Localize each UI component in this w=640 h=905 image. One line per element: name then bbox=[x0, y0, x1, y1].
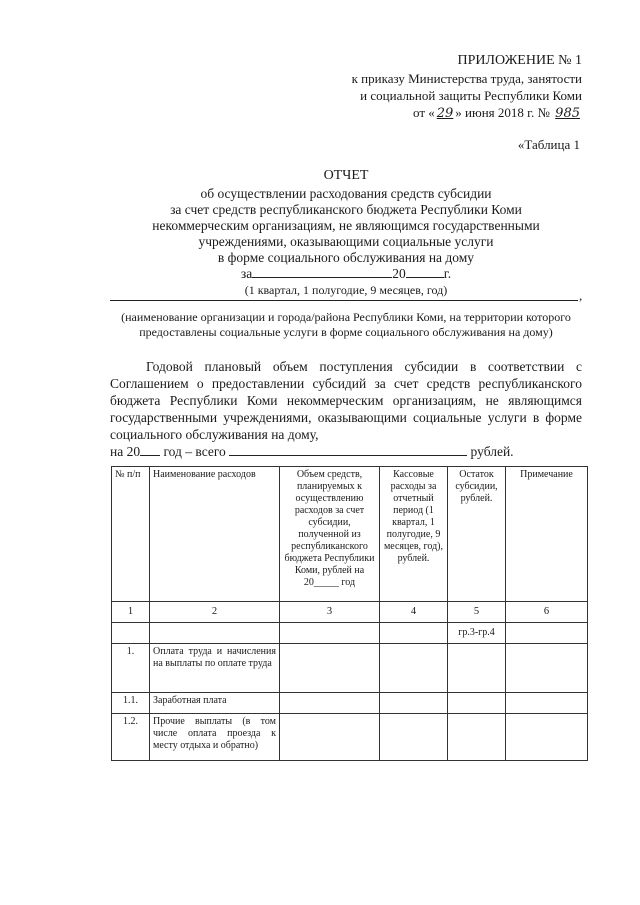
plan-total-blank[interactable] bbox=[229, 444, 467, 456]
period-note: (1 квартал, 1 полугодие, 9 месяцев, год) bbox=[244, 283, 448, 297]
report-line-1: об осуществлении расходования средств субсидии bbox=[200, 186, 492, 201]
org-comma: , bbox=[579, 288, 583, 303]
table-cell[interactable] bbox=[506, 623, 588, 644]
table-cell[interactable] bbox=[506, 714, 588, 761]
period-blank[interactable] bbox=[252, 266, 392, 278]
handwritten-number: 985 bbox=[555, 106, 580, 121]
table-label: «Таблица 1 bbox=[517, 137, 580, 152]
row-number: 1.2. bbox=[112, 714, 150, 761]
plan-year-prefix: на 20 bbox=[110, 444, 141, 459]
report-line-2: за счет средств республиканского бюджета Республики Коми bbox=[170, 202, 522, 217]
report-period-line bbox=[241, 266, 451, 282]
table-cell[interactable] bbox=[280, 623, 380, 644]
report-line-4: учреждениями, оказывающими социальные услуги bbox=[198, 234, 494, 249]
col-num-2: 2 bbox=[150, 602, 280, 623]
report-title-block bbox=[110, 168, 582, 298]
header-expense-name: Наименование расходов bbox=[150, 467, 280, 602]
header-planned-amount: Объем средств, планируемых к осуществлению расходов за счет субсидии, полученной из республиканского бюджета Республики Коми, рублей на 20_____ год bbox=[280, 467, 380, 602]
table-cell[interactable] bbox=[506, 644, 588, 693]
annex-header bbox=[352, 52, 582, 122]
header-balance: Остаток субсидии, рублей. bbox=[448, 467, 506, 602]
period-year-blank[interactable] bbox=[406, 266, 444, 278]
header-number: № п/п bbox=[112, 467, 150, 602]
date-mid: » июня 2018 г. № bbox=[455, 105, 550, 120]
row-name: Оплата труда и начисления на выплаты по оплате труда bbox=[150, 644, 280, 693]
col-num-1: 1 bbox=[112, 602, 150, 623]
table-cell[interactable] bbox=[280, 693, 380, 714]
table-cell[interactable] bbox=[112, 623, 150, 644]
col-num-3: 3 bbox=[280, 602, 380, 623]
report-title: ОТЧЕТ bbox=[323, 168, 369, 183]
date-prefix: от « bbox=[412, 105, 435, 120]
table-cell[interactable] bbox=[506, 693, 588, 714]
col-num-4: 4 bbox=[380, 602, 448, 623]
plan-year-blank[interactable] bbox=[140, 444, 160, 456]
table-row bbox=[112, 644, 588, 693]
table-cell[interactable] bbox=[448, 714, 506, 761]
row-name: Заработная плата bbox=[150, 693, 280, 714]
organization-name-field[interactable] bbox=[110, 288, 578, 301]
col-num-5: 5 bbox=[448, 602, 506, 623]
plan-currency: рублей. bbox=[470, 444, 514, 459]
table-cell[interactable] bbox=[448, 693, 506, 714]
col-num-6: 6 bbox=[506, 602, 588, 623]
header-note: Примечание bbox=[506, 467, 588, 602]
plan-year-mid: год – всего bbox=[163, 444, 226, 459]
annex-line-2: и социальной защиты Республики Коми bbox=[360, 88, 582, 103]
row-number: 1.1. bbox=[112, 693, 150, 714]
table-cell[interactable] bbox=[448, 644, 506, 693]
plan-year-line bbox=[110, 443, 582, 460]
period-suffix: г. bbox=[443, 266, 452, 281]
annex-date-line bbox=[352, 104, 582, 122]
formula-row bbox=[112, 623, 588, 644]
row-name: Прочие выплаты (в том числе оплата проезда к месту отдыха и обратно) bbox=[150, 714, 280, 761]
plan-paragraph-text: Годовой плановый объем поступления субсидии в соответствии с Соглашением о предоставлении субсидий за счет средств республиканского бюджета Республики Коми некоммерческим организациям, не являющимся государственными учреждениями, оказывающими социальные услуги в форме социального обслуживания на дому, bbox=[110, 359, 582, 442]
header-cash-expenses: Кассовые расходы за отчетный период (1 квартал, 1 полугодие, 9 месяцев, год), рублей. bbox=[380, 467, 448, 602]
organization-caption: (наименование организации и города/района Республики Коми, на территории которого предоставлены социальные услуги в форме социального обслуживания на дому) bbox=[121, 310, 571, 339]
handwritten-day: 29 bbox=[436, 106, 454, 121]
row-number: 1. bbox=[112, 644, 150, 693]
table-header-row bbox=[112, 467, 588, 602]
table-cell[interactable] bbox=[280, 644, 380, 693]
table-cell[interactable] bbox=[280, 714, 380, 761]
formula-cell: гр.3-гр.4 bbox=[448, 623, 506, 644]
expense-table bbox=[111, 466, 588, 761]
column-number-row bbox=[112, 602, 588, 623]
table-row bbox=[112, 693, 588, 714]
table-cell[interactable] bbox=[380, 714, 448, 761]
table-cell[interactable] bbox=[150, 623, 280, 644]
table-cell[interactable] bbox=[380, 623, 448, 644]
period-year: 20 bbox=[392, 266, 406, 281]
annex-title: ПРИЛОЖЕНИЕ № 1 bbox=[457, 53, 582, 68]
plan-paragraph bbox=[110, 358, 582, 460]
report-line-5: в форме социального обслуживания на дому bbox=[217, 250, 475, 265]
period-prefix: за bbox=[240, 266, 253, 281]
report-line-3: некоммерческим организациям, не являющимся государственными bbox=[152, 218, 540, 233]
table-cell[interactable] bbox=[380, 644, 448, 693]
table-row bbox=[112, 714, 588, 761]
table-cell[interactable] bbox=[380, 693, 448, 714]
annex-line-1: к приказу Министерства труда, занятости bbox=[351, 71, 582, 86]
